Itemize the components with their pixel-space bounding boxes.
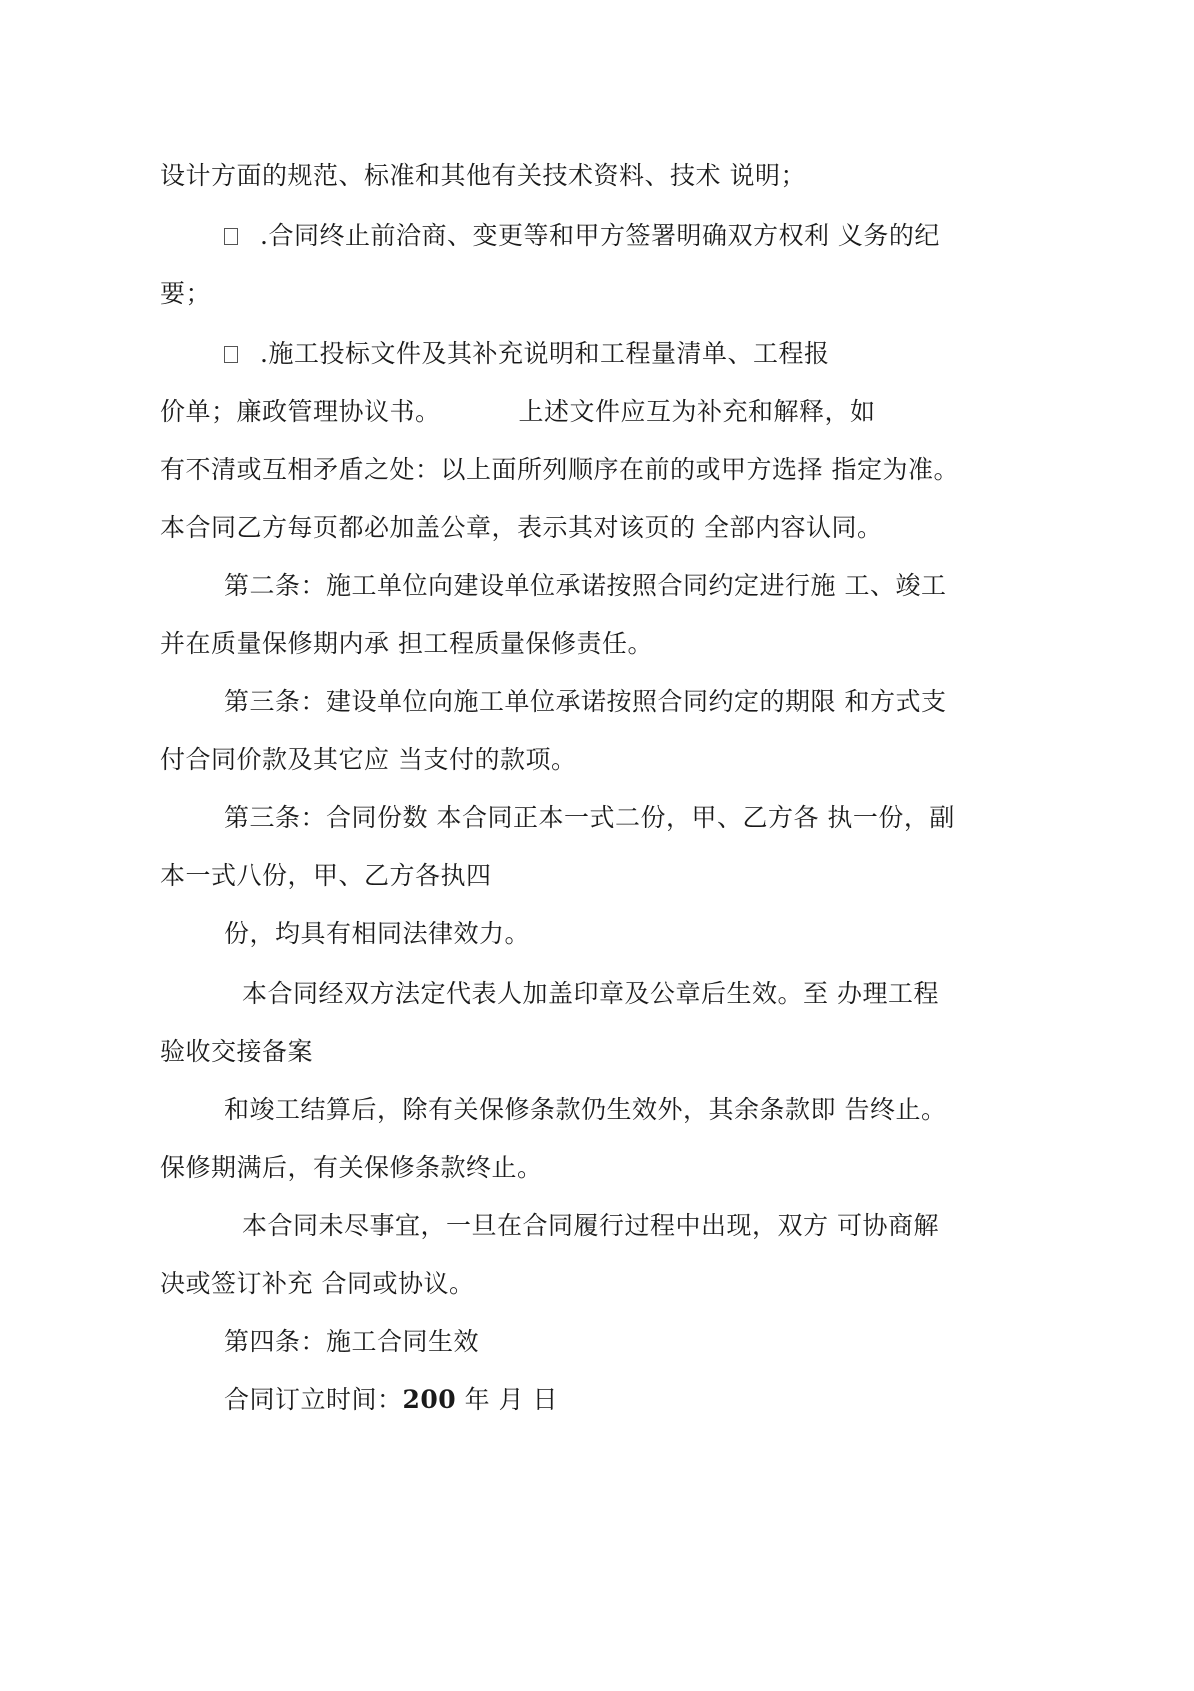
article-3b-line-2: 本一式八份，甲、乙方各执四 [160,861,492,890]
misc-line-1: 本合同未尽事宜，一旦在合同履行过程中出现，双方 可协商解 [242,1211,939,1240]
text-line-5 [160,396,876,428]
contract-date-year: 200 [402,1385,457,1414]
checkbox-glyph-icon [224,346,238,363]
text-line-5-part-a: 价单；廉政管理协议书。 [160,397,441,426]
text-line-5-part-b: 上述文件应互为补充和解释，如 [518,397,876,426]
text-line-2-content: .合同终止前洽商、变更等和甲方签署明确双方权利 义务的纪 [260,221,940,250]
article-2-line-1: 第二条：施工单位向建设单位承诺按照合同约定进行施 工、竣工 [224,571,947,600]
text-line-2 [224,220,940,252]
contract-date-line [224,1384,558,1416]
text-line-7: 本合同乙方每页都必加盖公章，表示其对该页的 全部内容认同。 [160,513,883,542]
text-line-6: 有不清或互相矛盾之处：以上面所列顺序在前的或甲方选择 指定为准。 [160,455,959,484]
checkbox-glyph-icon [224,228,238,245]
effect-line-3: 和竣工结算后，除有关保修条款仍生效外，其余条款即 告终止。 [224,1095,947,1124]
effect-line-4: 保修期满后，有关保修条款终止。 [160,1153,543,1182]
text-line-4 [224,338,829,370]
text-line-4-content: .施工投标文件及其补充说明和工程量清单、工程报 [260,339,830,368]
article-3-line-1: 第三条：建设单位向施工单位承诺按照合同约定的期限 和方式支 [224,687,947,716]
effect-line-2: 验收交接备案 [160,1037,314,1066]
text-line-3: 要； [160,279,212,308]
article-2-line-2: 并在质量保修期内承 担工程质量保修责任。 [160,629,653,658]
article-3b-line-1: 第三条：合同份数 本合同正本一式二份，甲、乙方各 执一份，副 [224,803,955,832]
article-3-line-2: 付合同价款及其它应 当支付的款项。 [160,745,577,774]
misc-line-2: 决或签订补充 合同或协议。 [160,1269,475,1298]
contract-date-rest: 年 月 日 [464,1385,559,1414]
effect-line-1: 本合同经双方法定代表人加盖印章及公章后生效。至 办理工程 [242,979,939,1008]
text-line-1: 设计方面的规范、标准和其他有关技术资料、技术 说明； [160,161,806,190]
article-3b-line-3: 份，均具有相同法律效力。 [224,919,531,948]
contract-date-label: 合同订立时间： [224,1385,403,1414]
article-4-title: 第四条：施工合同生效 [224,1327,480,1356]
